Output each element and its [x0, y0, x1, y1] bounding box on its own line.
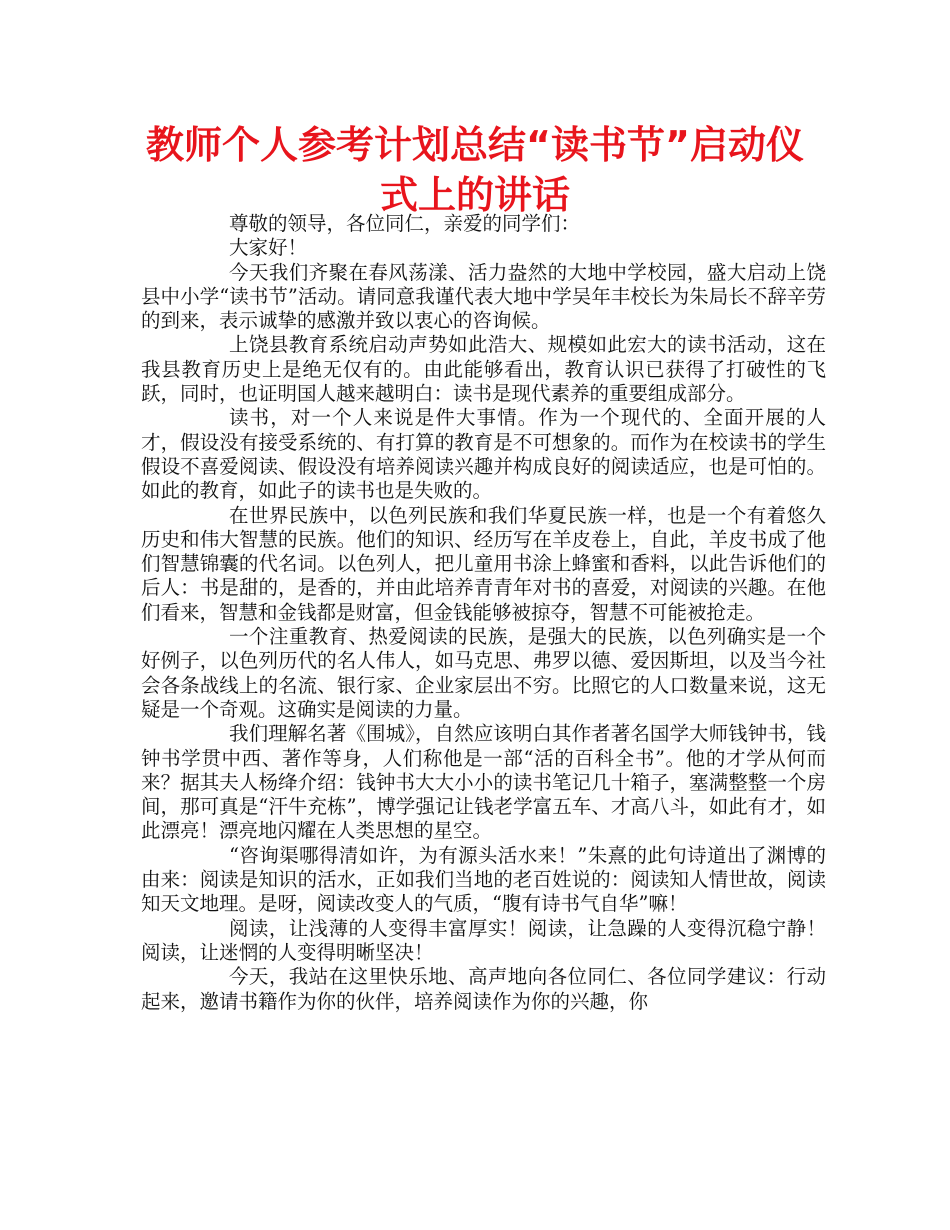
body-paragraph: 在世界民族中，以色列民族和我们华夏民族一样，也是一个有着悠久历史和伟大智慧的民族。他们的知识、经历写在羊皮卷上，自此，羊皮书成了他们智慧锦囊的代名词。以色列人，把儿童用书涂上蜂蜜和香料，以此告诉他们的后人：书是甜的，是香的，并由此培养青青年对书的喜爱，对阅读的兴趣。在他们看来，智慧和金钱都是财富，但金钱能够被掠夺，智慧不可能被抢走。 — [141, 503, 826, 624]
document-body — [141, 212, 826, 1014]
document-title: 教师个人参考计划总结“读书节”启动仪式上的讲话 — [146, 123, 804, 217]
body-paragraph: 我们理解名著《围城》，自然应该明白其作者著名国学大师钱钟书，钱钟书学贯中西、著作等身，人们称他是一部“活的百科全书”。他的才学从何而来？据其夫人杨绛介绍：钱钟书大大小小的读书笔记几十箱子，塞满整整一个房间，那可真是“汗牛充栋”，博学强记让钱老学富五车、才高八斗，如此有才，如此漂亮！漂亮地闪耀在人类思想的星空。 — [141, 722, 826, 843]
body-paragraph: 上饶县教育系统启动声势如此浩大、规模如此宏大的读书活动，这在我县教育历史上是绝无仅有的。由此能够看出，教育认识已获得了打破性的飞跃，同时，也证明国人越来越明白：读书是现代素养的重要组成部分。 — [141, 333, 826, 406]
greeting-paragraph: 大家好！ — [229, 236, 308, 260]
body-paragraph: 今天，我站在这里快乐地、高声地向各位同仁、各位同学建议：行动起来，邀请书籍作为你的伙伴，培养阅读作为你的兴趣，你 — [141, 965, 826, 1013]
body-paragraph: 今天我们齐聚在春风荡漾、活力盎然的大地中学校园，盛大启动上饶县中小学“读书节”活动。请同意我谨代表大地中学吴年丰校长为朱局长不辞辛劳的到来，表示诚挚的感激并致以衷心的咨询候。 — [141, 260, 826, 333]
salutation-paragraph: 尊敬的领导，各位同仁，亲爱的同学们： — [229, 212, 581, 235]
body-paragraph: 读书，对一个人来说是件大事情。作为一个现代的、全面开展的人才，假设没有接受系统的、有打算的教育是不可想象的。而作为在校读书的学生假设不喜爱阅读、假设没有培养阅读兴趣并构成良好的阅读适应，也是可怕的。如此的教育，如此子的读书也是失败的。 — [141, 406, 826, 503]
body-paragraph: “咨询渠哪得清如许，为有源头活水来！”朱熹的此句诗道出了渊博的由来：阅读是知识的活水，正如我们当地的老百姓说的：阅读知人情世故，阅读知天文地理。是呀，阅读改变人的气质，“腹有诗书气自华”嘛！ — [141, 843, 826, 916]
body-paragraph: 阅读，让浅薄的人变得丰富厚实！阅读，让急躁的人变得沉稳宁静！阅读，让迷惘的人变得明晰坚决！ — [141, 916, 826, 964]
body-paragraph: 一个注重教育、热爱阅读的民族，是强大的民族，以色列确实是一个好例子，以色列历代的名人伟人，如马克思、弗罗以德、爱因斯坦，以及当今社会各条战线上的名流、银行家、企业家层出不穷。比照它的人口数量来说，这无疑是一个奇观。这确实是阅读的力量。 — [141, 625, 826, 721]
